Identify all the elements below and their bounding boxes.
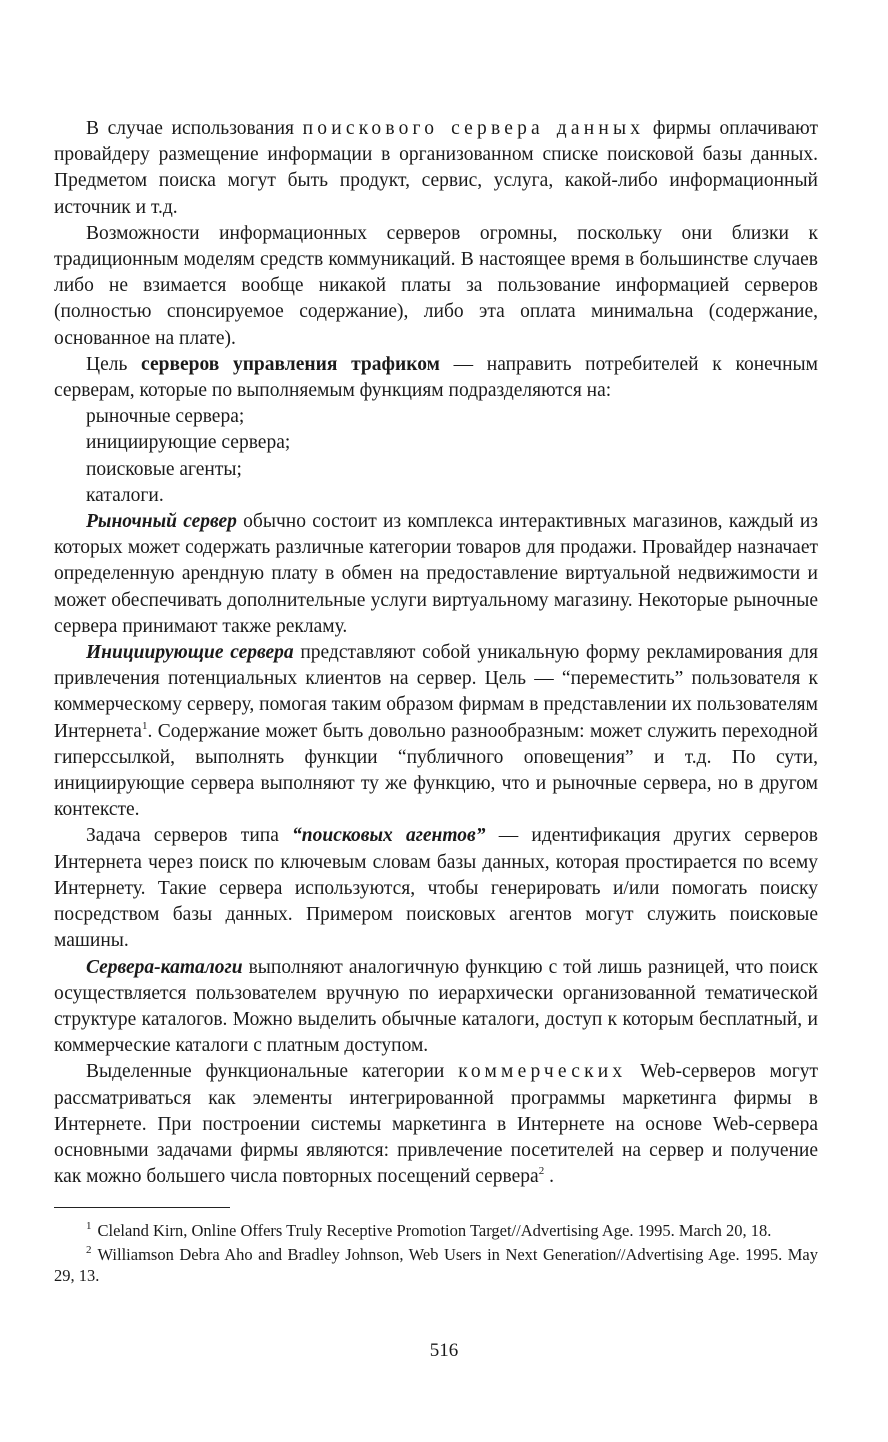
- bold-italic-term: Сервера-каталоги: [86, 956, 243, 978]
- list-item: поисковые агенты;: [86, 458, 242, 480]
- footnote: [54, 1244, 818, 1286]
- text-run: выполняют аналогичную функцию с той лишь разницей, что поиск осуществляется пользователем вручную по иерархически организованной тематической структуре каталогов. Можно выделить обычные каталоги, доступ к которым бесплатный, и коммерческие каталоги с платным доступом.: [54, 956, 818, 1057]
- text-run: Выделенные функциональные категории: [86, 1061, 459, 1083]
- footnote-text: Cleland Kirn, Online Offers Truly Receptive Promotion Target//Advertising Age. 1995. March 20, 18.: [97, 1221, 772, 1240]
- paragraph-4: [54, 509, 818, 640]
- paragraph-8: [54, 1059, 818, 1190]
- paragraph-6: [54, 823, 818, 954]
- bold-italic-term: “поисковых агентов”: [292, 825, 486, 847]
- footnote-divider: [54, 1207, 230, 1208]
- footnote: [54, 1220, 818, 1241]
- paragraph-1: [54, 116, 818, 221]
- bold-term: серверов управления трафиком: [141, 353, 440, 375]
- bold-italic-term: Инициирующие сервера: [86, 642, 294, 664]
- text-run: . Содержание может быть довольно разнообразным: может служить переходной гиперссылкой, выполнять функции “публичного оповещения” и т.д. По сути, инициирующие сервера выполняют ту же функцию, что и рыночные сервера, но в другом контексте.: [54, 720, 818, 821]
- paragraph-2: Возможности информационных серверов огромны, поскольку они близки к традиционным моделям средств коммуникаций. В настоящее время в большинстве случаев либо не взимается вообще никакой платы за пользование информацией серверов (полностью спонсируемое содержание), либо эта оплата минимальна (содержание, основанное на плате).: [54, 222, 818, 349]
- main-text: [54, 116, 818, 1190]
- page-number: 516: [429, 1340, 459, 1361]
- text-run: обычно состоит из комплекса интерактивных магазинов, каждый из которых может содержать различные категории товаров для продажи. Провайдер назначает определенную арендную плату в обмен на предоставление виртуальной недвижимости и может обеспечивать дополнительные услуги виртуальному магазину. Некоторые рыночные сервера принимают также рекламу.: [54, 511, 818, 637]
- footnote-text: Williamson Debra Aho and Bradley Johnson, Web Users in Next Generation//Advertising Age. 1995. May 29, 13.: [54, 1245, 818, 1285]
- text-run: представляют собой уникальную форму рекламирования для привлечения потенциальных клиентов на сервер. Цель — “переместить” пользователя к коммерческому серверу, помогая таким образом фирмам в представлении их пользователям Интернета: [54, 642, 818, 742]
- paragraph-7: [54, 955, 818, 1060]
- list-item: каталоги.: [86, 484, 164, 506]
- footnote-ref: 2: [538, 1165, 545, 1178]
- spaced-term: поискового сервера данных: [302, 118, 645, 139]
- footnote-number: 1: [86, 1220, 92, 1232]
- text-run: .: [544, 1166, 554, 1188]
- text-run: Цель: [86, 353, 142, 375]
- bold-italic-term: Рыночный сервер: [86, 511, 237, 533]
- text-run: — направить потребителей к конечным серверам, которые по выполняемым функциям подразделяются на:: [54, 353, 818, 402]
- paragraph-5: [54, 640, 818, 823]
- text-run: Web-серверов могут рассматриваться как элементы интегрированной программы маркетинга фирмы в Интернете. При построении системы маркетинга в Интернете на основе Web-сервера основными задачами фирмы являются: привлечение посетителей на сервер и получение как можно большего числа повторных посещений сервера: [54, 1061, 818, 1188]
- footnote-ref: 1: [141, 719, 148, 732]
- list-item: рыночные сервера;: [86, 406, 245, 428]
- footnote-number: 2: [86, 1244, 92, 1256]
- text-run: Задача серверов типа: [86, 825, 293, 847]
- spaced-term: коммерческих: [458, 1061, 627, 1083]
- paragraph-3: [54, 352, 818, 404]
- text-run: В случае использования: [86, 118, 303, 139]
- list-item: инициирующие сервера;: [86, 432, 291, 454]
- footnotes: [54, 1220, 818, 1289]
- text-run: — идентификация других серверов Интернета через поиск по ключевым словам базы данных, которая простирается по всему Интернету. Такие сервера используются, чтобы генерировать и/или помогать поиску посредством базы данных. Примером поисковых агентов могут служить поисковые машины.: [54, 825, 819, 952]
- text-run: фирмы оплачивают провайдеру размещение информации в организованном списке поисковой базы данных. Предметом поиска могут быть продукт, сервис, услуга, какой-либо информационный источник и т.д.: [54, 118, 818, 218]
